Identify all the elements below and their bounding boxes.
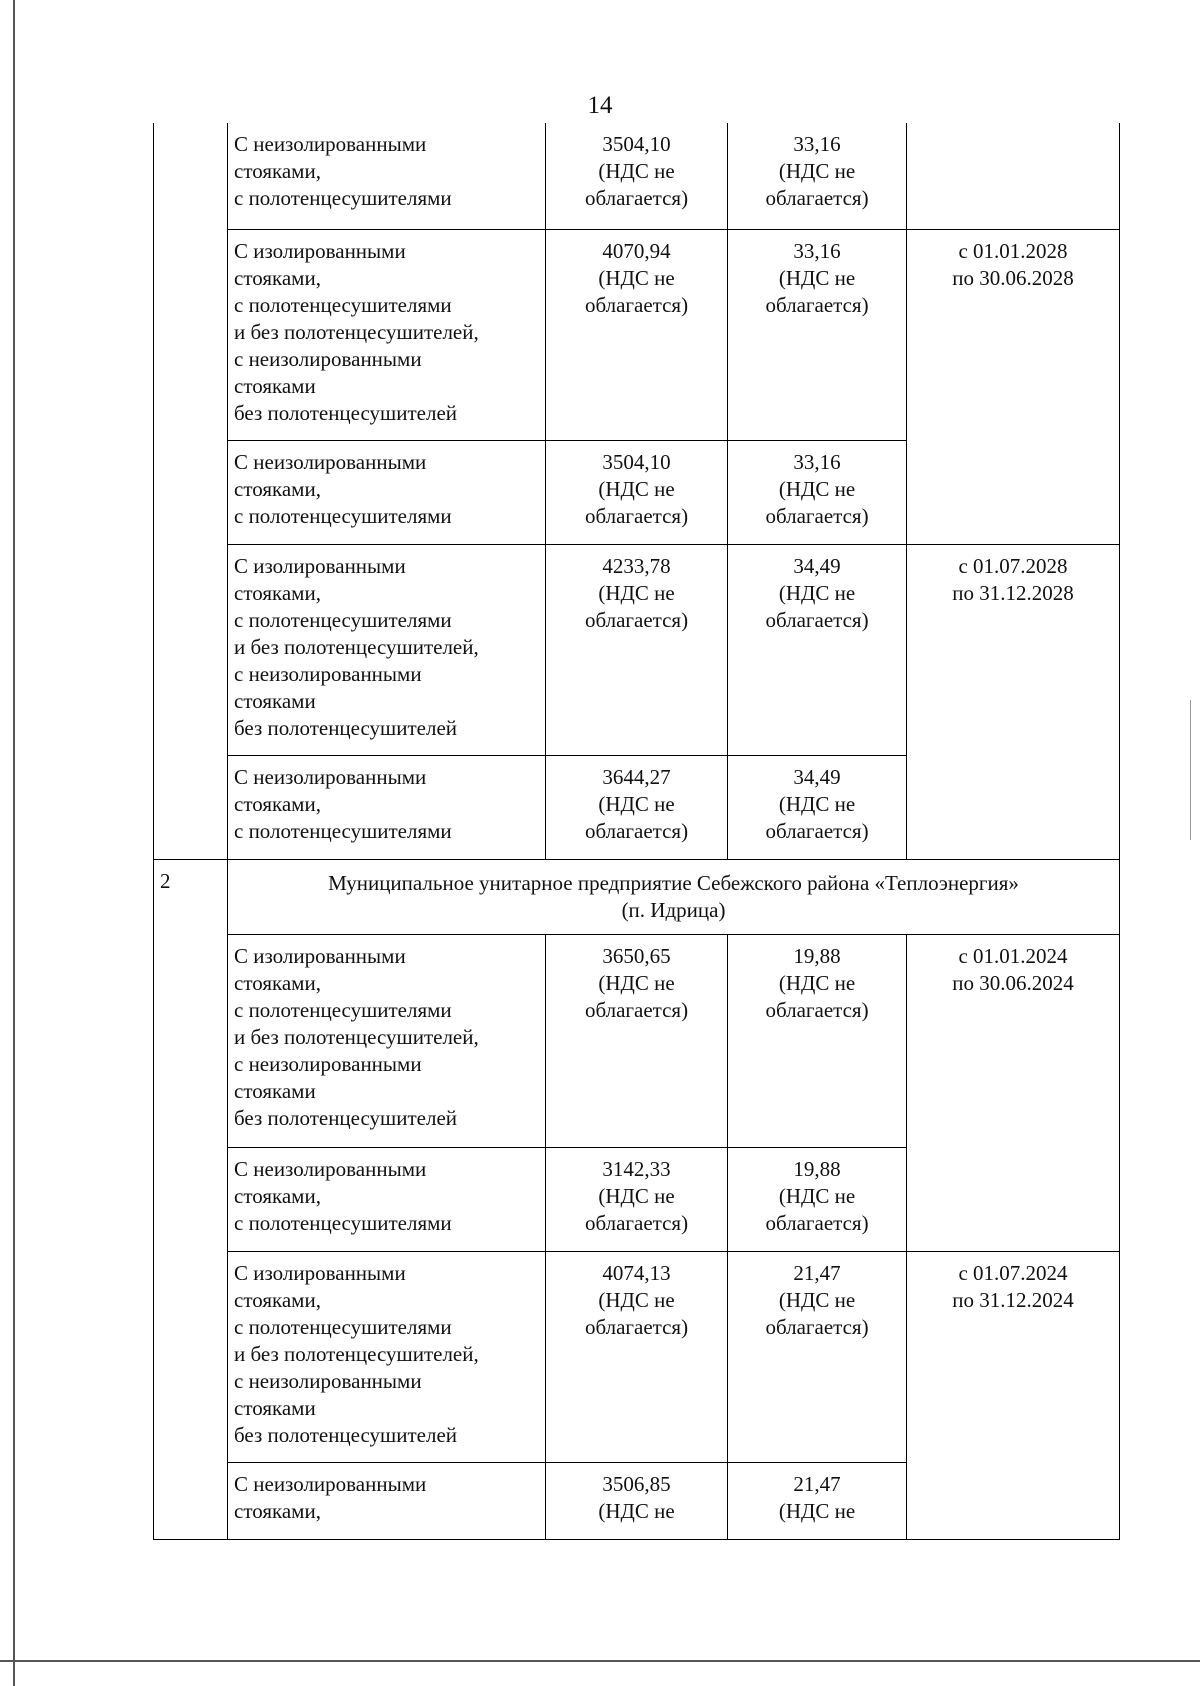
period-cell: с 01.01.2024 по 30.06.2024 [907,934,1120,1251]
table-row [154,123,1120,229]
heating-type-cell: С неизолированными стояками, с полотенцесушителями [228,1147,546,1251]
row-number-cell: 2 [154,859,228,1539]
table-row [154,229,1120,440]
price-cell: 3142,33 (НДС не облагается) [546,1147,728,1251]
price-cell: 3650,65 (НДС не облагается) [546,934,728,1147]
organization-row [154,859,1120,934]
heating-type-cell: С неизолированными стояками, с полотенцесушителями [228,123,546,229]
table-row [154,544,1120,755]
row-number-cell [154,123,228,859]
scan-right-edge [1190,700,1191,840]
price-cell: 4074,13 (НДС не облагается) [546,1251,728,1462]
heating-type-cell: С неизолированными стояками, с полотенцесушителями [228,440,546,544]
energy-cell: 33,16 (НДС не облагается) [728,229,907,440]
price-cell: 3506,85 (НДС не [546,1462,728,1539]
energy-cell: 33,16 (НДС не облагается) [728,123,907,229]
organization-name: Муниципальное унитарное предприятие Себежского района «Теплоэнергия» (п. Идрица) [228,859,1120,934]
heating-type-cell: С изолированными стояками, с полотенцесушителями и без полотенцесушителей, с неизолированными стояками без полотенцесушителей [228,229,546,440]
scan-bottom-edge [0,1660,1200,1662]
price-cell: 4233,78 (НДС не облагается) [546,544,728,755]
period-cell: с 01.01.2028 по 30.06.2028 [907,229,1120,544]
energy-cell: 21,47 (НДС не облагается) [728,1251,907,1462]
scan-left-edge [13,0,15,1686]
page-number: 14 [587,92,613,119]
energy-cell: 33,16 (НДС не облагается) [728,440,907,544]
price-cell: 4070,94 (НДС не облагается) [546,229,728,440]
period-cell: с 01.07.2028 по 31.12.2028 [907,544,1120,859]
price-cell: 3504,10 (НДС не облагается) [546,440,728,544]
heating-type-cell: С изолированными стояками, с полотенцесушителями и без полотенцесушителей, с неизолированными стояками без полотенцесушителей [228,934,546,1147]
price-cell: 3504,10 (НДС не облагается) [546,123,728,229]
tariff-table [153,123,1120,1540]
energy-cell: 19,88 (НДС не облагается) [728,934,907,1147]
heating-type-cell: С неизолированными стояками, с полотенцесушителями [228,755,546,859]
heating-type-cell: С неизолированными стояками, [228,1462,546,1539]
table-row [154,934,1120,1147]
energy-cell: 21,47 (НДС не [728,1462,907,1539]
heating-type-cell: С изолированными стояками, с полотенцесушителями и без полотенцесушителей, с неизолированными стояками без полотенцесушителей [228,544,546,755]
period-cell [907,123,1120,229]
energy-cell: 19,88 (НДС не облагается) [728,1147,907,1251]
heating-type-cell: С изолированными стояками, с полотенцесушителями и без полотенцесушителей, с неизолированными стояками без полотенцесушителей [228,1251,546,1462]
energy-cell: 34,49 (НДС не облагается) [728,755,907,859]
table-row [154,1251,1120,1462]
period-cell: с 01.07.2024 по 31.12.2024 [907,1251,1120,1539]
price-cell: 3644,27 (НДС не облагается) [546,755,728,859]
energy-cell: 34,49 (НДС не облагается) [728,544,907,755]
